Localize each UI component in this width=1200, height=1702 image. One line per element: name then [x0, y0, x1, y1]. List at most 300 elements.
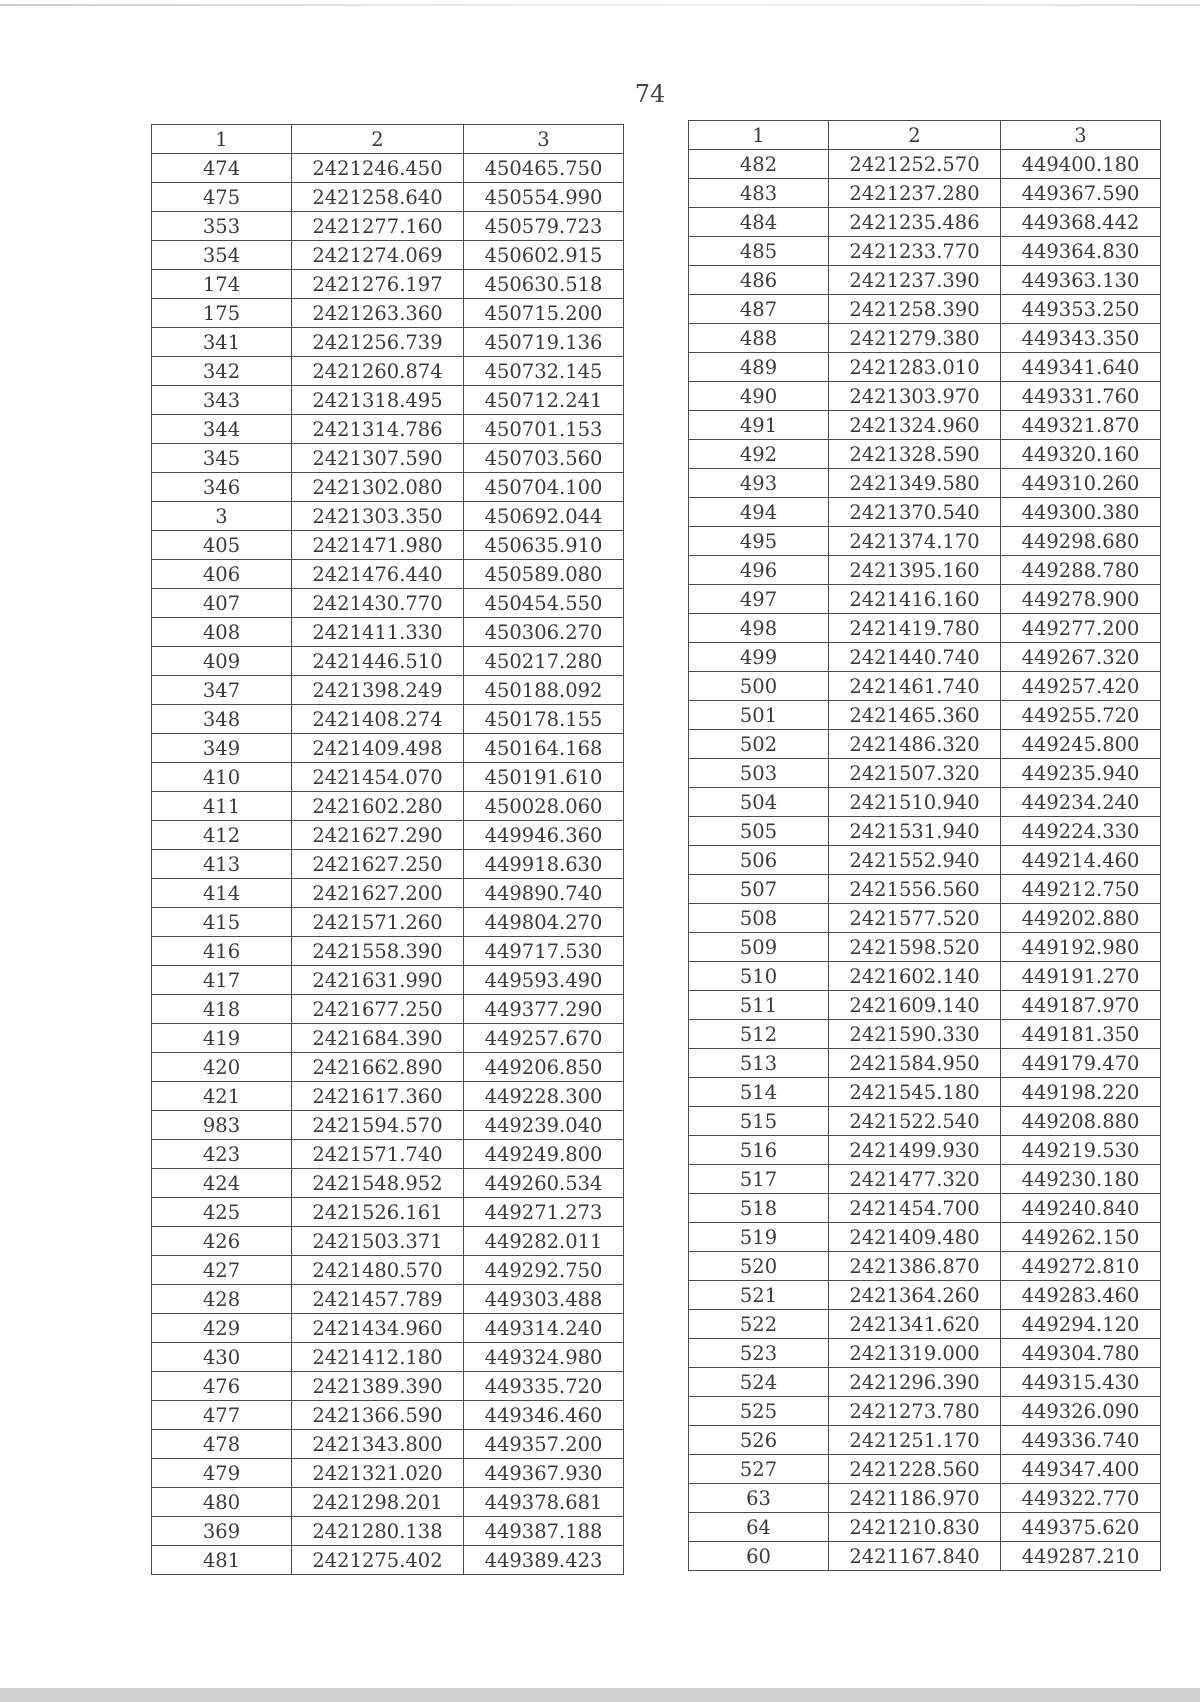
y-coordinate-cell: 449363.130 [1001, 266, 1161, 295]
y-coordinate-cell: 449214.460 [1001, 846, 1161, 875]
point-number-cell: 476 [152, 1372, 292, 1401]
x-coordinate-cell: 2421314.786 [292, 415, 464, 444]
table-row [152, 1169, 624, 1198]
table-row [689, 672, 1161, 701]
point-number-cell: 518 [689, 1194, 829, 1223]
table-row [689, 1107, 1161, 1136]
table-row [152, 1459, 624, 1488]
point-number-cell: 60 [689, 1542, 829, 1571]
y-coordinate-cell: 449288.780 [1001, 556, 1161, 585]
point-number-cell: 406 [152, 560, 292, 589]
y-coordinate-cell: 449272.810 [1001, 1252, 1161, 1281]
y-coordinate-cell: 449260.534 [464, 1169, 624, 1198]
table-row [689, 1281, 1161, 1310]
table-row [152, 1285, 624, 1314]
y-coordinate-cell: 450701.153 [464, 415, 624, 444]
x-coordinate-cell: 2421256.739 [292, 328, 464, 357]
y-coordinate-cell: 450703.560 [464, 444, 624, 473]
y-coordinate-cell: 449192.980 [1001, 933, 1161, 962]
point-number-cell: 174 [152, 270, 292, 299]
x-coordinate-cell: 2421280.138 [292, 1517, 464, 1546]
x-coordinate-cell: 2421486.320 [829, 730, 1001, 759]
table-row [152, 879, 624, 908]
y-coordinate-cell: 449234.240 [1001, 788, 1161, 817]
y-coordinate-cell: 449315.430 [1001, 1368, 1161, 1397]
x-coordinate-cell: 2421419.780 [829, 614, 1001, 643]
point-number-cell: 419 [152, 1024, 292, 1053]
point-number-cell: 983 [152, 1111, 292, 1140]
point-number-cell: 425 [152, 1198, 292, 1227]
point-number-cell: 508 [689, 904, 829, 933]
y-coordinate-cell: 449212.750 [1001, 875, 1161, 904]
point-number-cell: 480 [152, 1488, 292, 1517]
table-row [152, 386, 624, 415]
point-number-cell: 416 [152, 937, 292, 966]
point-number-cell: 475 [152, 183, 292, 212]
x-coordinate-cell: 2421457.789 [292, 1285, 464, 1314]
point-number-cell: 509 [689, 933, 829, 962]
table-row [689, 527, 1161, 556]
point-number-cell: 348 [152, 705, 292, 734]
column-header-1: 1 [152, 125, 292, 154]
table-row [689, 324, 1161, 353]
point-number-cell: 512 [689, 1020, 829, 1049]
y-coordinate-cell: 449206.850 [464, 1053, 624, 1082]
table-row [152, 995, 624, 1024]
point-number-cell: 428 [152, 1285, 292, 1314]
x-coordinate-cell: 2421409.498 [292, 734, 464, 763]
point-number-cell: 513 [689, 1049, 829, 1078]
y-coordinate-cell: 449367.930 [464, 1459, 624, 1488]
table-row [689, 1165, 1161, 1194]
table-row [689, 643, 1161, 672]
table-row [152, 850, 624, 879]
x-coordinate-cell: 2421461.740 [829, 672, 1001, 701]
point-number-cell: 521 [689, 1281, 829, 1310]
x-coordinate-cell: 2421303.350 [292, 502, 464, 531]
y-coordinate-cell: 450630.518 [464, 270, 624, 299]
point-number-cell: 64 [689, 1513, 829, 1542]
y-coordinate-cell: 450178.155 [464, 705, 624, 734]
point-number-cell: 354 [152, 241, 292, 270]
x-coordinate-cell: 2421454.700 [829, 1194, 1001, 1223]
table-row [152, 966, 624, 995]
point-number-cell: 494 [689, 498, 829, 527]
table-row [689, 933, 1161, 962]
point-number-cell: 517 [689, 1165, 829, 1194]
point-number-cell: 505 [689, 817, 829, 846]
y-coordinate-cell: 450715.200 [464, 299, 624, 328]
y-coordinate-cell: 449240.840 [1001, 1194, 1161, 1223]
point-number-cell: 511 [689, 991, 829, 1020]
y-coordinate-cell: 449262.150 [1001, 1223, 1161, 1252]
x-coordinate-cell: 2421627.200 [292, 879, 464, 908]
point-number-cell: 479 [152, 1459, 292, 1488]
x-coordinate-cell: 2421590.330 [829, 1020, 1001, 1049]
point-number-cell: 522 [689, 1310, 829, 1339]
x-coordinate-cell: 2421499.930 [829, 1136, 1001, 1165]
x-coordinate-cell: 2421617.360 [292, 1082, 464, 1111]
x-coordinate-cell: 2421522.540 [829, 1107, 1001, 1136]
point-number-cell: 500 [689, 672, 829, 701]
point-number-cell: 526 [689, 1426, 829, 1455]
table-row [152, 1111, 624, 1140]
point-number-cell: 424 [152, 1169, 292, 1198]
point-number-cell: 405 [152, 531, 292, 560]
y-coordinate-cell: 449335.720 [464, 1372, 624, 1401]
point-number-cell: 503 [689, 759, 829, 788]
y-coordinate-cell: 450635.910 [464, 531, 624, 560]
point-number-cell: 347 [152, 676, 292, 705]
y-coordinate-cell: 449347.400 [1001, 1455, 1161, 1484]
scan-edge-top [0, 4, 1200, 6]
scan-edge-bottom [0, 1688, 1200, 1702]
y-coordinate-cell: 449271.273 [464, 1198, 624, 1227]
table-row [689, 614, 1161, 643]
table-row [689, 1136, 1161, 1165]
table-row [152, 560, 624, 589]
table-row [152, 1227, 624, 1256]
table-row [689, 875, 1161, 904]
table-row [689, 353, 1161, 382]
x-coordinate-cell: 2421374.170 [829, 527, 1001, 556]
x-coordinate-cell: 2421627.290 [292, 821, 464, 850]
point-number-cell: 477 [152, 1401, 292, 1430]
x-coordinate-cell: 2421279.380 [829, 324, 1001, 353]
table-row [152, 618, 624, 647]
table-row [689, 498, 1161, 527]
point-number-cell: 497 [689, 585, 829, 614]
y-coordinate-cell: 449219.530 [1001, 1136, 1161, 1165]
y-coordinate-cell: 449191.270 [1001, 962, 1161, 991]
x-coordinate-cell: 2421343.800 [292, 1430, 464, 1459]
x-coordinate-cell: 2421258.640 [292, 183, 464, 212]
x-coordinate-cell: 2421571.740 [292, 1140, 464, 1169]
point-number-cell: 414 [152, 879, 292, 908]
x-coordinate-cell: 2421237.280 [829, 179, 1001, 208]
point-number-cell: 495 [689, 527, 829, 556]
y-coordinate-cell: 450028.060 [464, 792, 624, 821]
x-coordinate-cell: 2421328.590 [829, 440, 1001, 469]
y-coordinate-cell: 449304.780 [1001, 1339, 1161, 1368]
table-row [689, 266, 1161, 295]
x-coordinate-cell: 2421246.450 [292, 154, 464, 183]
x-coordinate-cell: 2421510.940 [829, 788, 1001, 817]
point-number-cell: 486 [689, 266, 829, 295]
point-number-cell: 524 [689, 1368, 829, 1397]
point-number-cell: 496 [689, 556, 829, 585]
table-row [689, 411, 1161, 440]
x-coordinate-cell: 2421186.970 [829, 1484, 1001, 1513]
y-coordinate-cell: 449245.800 [1001, 730, 1161, 759]
table-row [152, 1198, 624, 1227]
x-coordinate-cell: 2421395.160 [829, 556, 1001, 585]
y-coordinate-cell: 449208.880 [1001, 1107, 1161, 1136]
table-row [689, 1223, 1161, 1252]
y-coordinate-cell: 449400.180 [1001, 150, 1161, 179]
y-coordinate-cell: 449368.442 [1001, 208, 1161, 237]
y-coordinate-cell: 449267.320 [1001, 643, 1161, 672]
y-coordinate-cell: 450712.241 [464, 386, 624, 415]
x-coordinate-cell: 2421409.480 [829, 1223, 1001, 1252]
point-number-cell: 478 [152, 1430, 292, 1459]
y-coordinate-cell: 449278.900 [1001, 585, 1161, 614]
point-number-cell: 3 [152, 502, 292, 531]
point-number-cell: 525 [689, 1397, 829, 1426]
x-coordinate-cell: 2421465.360 [829, 701, 1001, 730]
table-row [152, 502, 624, 531]
column-header-2: 2 [292, 125, 464, 154]
point-number-cell: 426 [152, 1227, 292, 1256]
y-coordinate-cell: 450306.270 [464, 618, 624, 647]
table-row [152, 1024, 624, 1053]
y-coordinate-cell: 449228.300 [464, 1082, 624, 1111]
point-number-cell: 423 [152, 1140, 292, 1169]
x-coordinate-cell: 2421476.440 [292, 560, 464, 589]
table-row [152, 415, 624, 444]
table-row [689, 1339, 1161, 1368]
x-coordinate-cell: 2421526.161 [292, 1198, 464, 1227]
y-coordinate-cell: 449283.460 [1001, 1281, 1161, 1310]
y-coordinate-cell: 449336.740 [1001, 1426, 1161, 1455]
table-row [689, 295, 1161, 324]
y-coordinate-cell: 450217.280 [464, 647, 624, 676]
point-number-cell: 510 [689, 962, 829, 991]
point-number-cell: 407 [152, 589, 292, 618]
point-number-cell: 341 [152, 328, 292, 357]
y-coordinate-cell: 450589.080 [464, 560, 624, 589]
x-coordinate-cell: 2421412.180 [292, 1343, 464, 1372]
table-row [152, 1546, 624, 1575]
y-coordinate-cell: 449277.200 [1001, 614, 1161, 643]
y-coordinate-cell: 450602.915 [464, 241, 624, 270]
x-coordinate-cell: 2421531.940 [829, 817, 1001, 846]
x-coordinate-cell: 2421454.070 [292, 763, 464, 792]
x-coordinate-cell: 2421548.952 [292, 1169, 464, 1198]
point-number-cell: 504 [689, 788, 829, 817]
x-coordinate-cell: 2421594.570 [292, 1111, 464, 1140]
y-coordinate-cell: 449326.090 [1001, 1397, 1161, 1426]
point-number-cell: 369 [152, 1517, 292, 1546]
table-row [689, 730, 1161, 759]
point-number-cell: 481 [152, 1546, 292, 1575]
column-header-2: 2 [829, 121, 1001, 150]
point-number-cell: 343 [152, 386, 292, 415]
x-coordinate-cell: 2421598.520 [829, 933, 1001, 962]
table-row [689, 208, 1161, 237]
x-coordinate-cell: 2421167.840 [829, 1542, 1001, 1571]
point-number-cell: 344 [152, 415, 292, 444]
y-coordinate-cell: 449294.120 [1001, 1310, 1161, 1339]
table-row [152, 705, 624, 734]
point-number-cell: 345 [152, 444, 292, 473]
x-coordinate-cell: 2421434.960 [292, 1314, 464, 1343]
point-number-cell: 418 [152, 995, 292, 1024]
y-coordinate-cell: 450188.092 [464, 676, 624, 705]
y-coordinate-cell: 449300.380 [1001, 498, 1161, 527]
x-coordinate-cell: 2421364.260 [829, 1281, 1001, 1310]
table-row [689, 846, 1161, 875]
y-coordinate-cell: 449303.488 [464, 1285, 624, 1314]
y-coordinate-cell: 449310.260 [1001, 469, 1161, 498]
table-row [689, 556, 1161, 585]
x-coordinate-cell: 2421273.780 [829, 1397, 1001, 1426]
y-coordinate-cell: 449918.630 [464, 850, 624, 879]
y-coordinate-cell: 449331.760 [1001, 382, 1161, 411]
table-row [152, 908, 624, 937]
table-row [689, 991, 1161, 1020]
y-coordinate-cell: 449387.188 [464, 1517, 624, 1546]
table-row [152, 1314, 624, 1343]
x-coordinate-cell: 2421408.274 [292, 705, 464, 734]
x-coordinate-cell: 2421430.770 [292, 589, 464, 618]
table-row [152, 792, 624, 821]
point-number-cell: 410 [152, 763, 292, 792]
point-number-cell: 523 [689, 1339, 829, 1368]
table-row [689, 1542, 1161, 1571]
point-number-cell: 430 [152, 1343, 292, 1372]
table-row [152, 734, 624, 763]
table-row [152, 1343, 624, 1372]
header-row [689, 121, 1161, 150]
table-row [152, 212, 624, 241]
y-coordinate-cell: 449181.350 [1001, 1020, 1161, 1049]
x-coordinate-cell: 2421440.740 [829, 643, 1001, 672]
point-number-cell: 420 [152, 1053, 292, 1082]
table-row [152, 1082, 624, 1111]
point-number-cell: 488 [689, 324, 829, 353]
y-coordinate-cell: 449287.210 [1001, 1542, 1161, 1571]
y-coordinate-cell: 449230.180 [1001, 1165, 1161, 1194]
table-row [152, 763, 624, 792]
x-coordinate-cell: 2421252.570 [829, 150, 1001, 179]
table-row [152, 183, 624, 212]
x-coordinate-cell: 2421321.020 [292, 1459, 464, 1488]
y-coordinate-cell: 450704.100 [464, 473, 624, 502]
point-number-cell: 421 [152, 1082, 292, 1111]
table-row [689, 382, 1161, 411]
y-coordinate-cell: 449257.420 [1001, 672, 1161, 701]
x-coordinate-cell: 2421228.560 [829, 1455, 1001, 1484]
table-row [689, 1194, 1161, 1223]
table-row [689, 1513, 1161, 1542]
table-row [152, 1140, 624, 1169]
point-number-cell: 527 [689, 1455, 829, 1484]
x-coordinate-cell: 2421324.960 [829, 411, 1001, 440]
x-coordinate-cell: 2421602.280 [292, 792, 464, 821]
x-coordinate-cell: 2421477.320 [829, 1165, 1001, 1194]
point-number-cell: 507 [689, 875, 829, 904]
table-row [689, 1310, 1161, 1339]
point-number-cell: 502 [689, 730, 829, 759]
x-coordinate-cell: 2421631.990 [292, 966, 464, 995]
table-row [689, 1368, 1161, 1397]
x-coordinate-cell: 2421210.830 [829, 1513, 1001, 1542]
x-coordinate-cell: 2421627.250 [292, 850, 464, 879]
x-coordinate-cell: 2421258.390 [829, 295, 1001, 324]
table-row [152, 1430, 624, 1459]
point-number-cell: 482 [689, 150, 829, 179]
y-coordinate-cell: 449224.330 [1001, 817, 1161, 846]
point-number-cell: 484 [689, 208, 829, 237]
table-row [152, 473, 624, 502]
x-coordinate-cell: 2421237.390 [829, 266, 1001, 295]
y-coordinate-cell: 449890.740 [464, 879, 624, 908]
y-coordinate-cell: 449179.470 [1001, 1049, 1161, 1078]
table-row [689, 237, 1161, 266]
y-coordinate-cell: 449235.940 [1001, 759, 1161, 788]
y-coordinate-cell: 449255.720 [1001, 701, 1161, 730]
point-number-cell: 491 [689, 411, 829, 440]
x-coordinate-cell: 2421416.160 [829, 585, 1001, 614]
table-row [152, 1517, 624, 1546]
table-row [689, 179, 1161, 208]
point-number-cell: 485 [689, 237, 829, 266]
x-coordinate-cell: 2421277.160 [292, 212, 464, 241]
y-coordinate-cell: 449292.750 [464, 1256, 624, 1285]
point-number-cell: 412 [152, 821, 292, 850]
x-coordinate-cell: 2421411.330 [292, 618, 464, 647]
point-number-cell: 516 [689, 1136, 829, 1165]
header-row [152, 125, 624, 154]
x-coordinate-cell: 2421341.620 [829, 1310, 1001, 1339]
x-coordinate-cell: 2421446.510 [292, 647, 464, 676]
table-row [689, 962, 1161, 991]
point-number-cell: 175 [152, 299, 292, 328]
y-coordinate-cell: 449343.350 [1001, 324, 1161, 353]
y-coordinate-cell: 450164.168 [464, 734, 624, 763]
y-coordinate-cell: 449804.270 [464, 908, 624, 937]
table-row [152, 299, 624, 328]
table-row [152, 821, 624, 850]
x-coordinate-cell: 2421503.371 [292, 1227, 464, 1256]
y-coordinate-cell: 449322.770 [1001, 1484, 1161, 1513]
x-coordinate-cell: 2421398.249 [292, 676, 464, 705]
x-coordinate-cell: 2421274.069 [292, 241, 464, 270]
x-coordinate-cell: 2421480.570 [292, 1256, 464, 1285]
x-coordinate-cell: 2421319.000 [829, 1339, 1001, 1368]
y-coordinate-cell: 449321.870 [1001, 411, 1161, 440]
point-number-cell: 429 [152, 1314, 292, 1343]
table-row [152, 676, 624, 705]
table-row [689, 1078, 1161, 1107]
column-header-1: 1 [689, 121, 829, 150]
table-row [689, 585, 1161, 614]
point-number-cell: 408 [152, 618, 292, 647]
point-number-cell: 515 [689, 1107, 829, 1136]
table-row [689, 1426, 1161, 1455]
coordinates-table-left [151, 124, 624, 1575]
table-row [152, 937, 624, 966]
x-coordinate-cell: 2421260.874 [292, 357, 464, 386]
x-coordinate-cell: 2421302.080 [292, 473, 464, 502]
table-row [689, 817, 1161, 846]
table-row [152, 241, 624, 270]
point-number-cell: 519 [689, 1223, 829, 1252]
y-coordinate-cell: 449389.423 [464, 1546, 624, 1575]
point-number-cell: 349 [152, 734, 292, 763]
point-number-cell: 501 [689, 701, 829, 730]
y-coordinate-cell: 449341.640 [1001, 353, 1161, 382]
y-coordinate-cell: 450579.723 [464, 212, 624, 241]
point-number-cell: 411 [152, 792, 292, 821]
point-number-cell: 492 [689, 440, 829, 469]
x-coordinate-cell: 2421276.197 [292, 270, 464, 299]
x-coordinate-cell: 2421677.250 [292, 995, 464, 1024]
page-number: 74 [634, 80, 666, 108]
point-number-cell: 346 [152, 473, 292, 502]
table-row [689, 759, 1161, 788]
